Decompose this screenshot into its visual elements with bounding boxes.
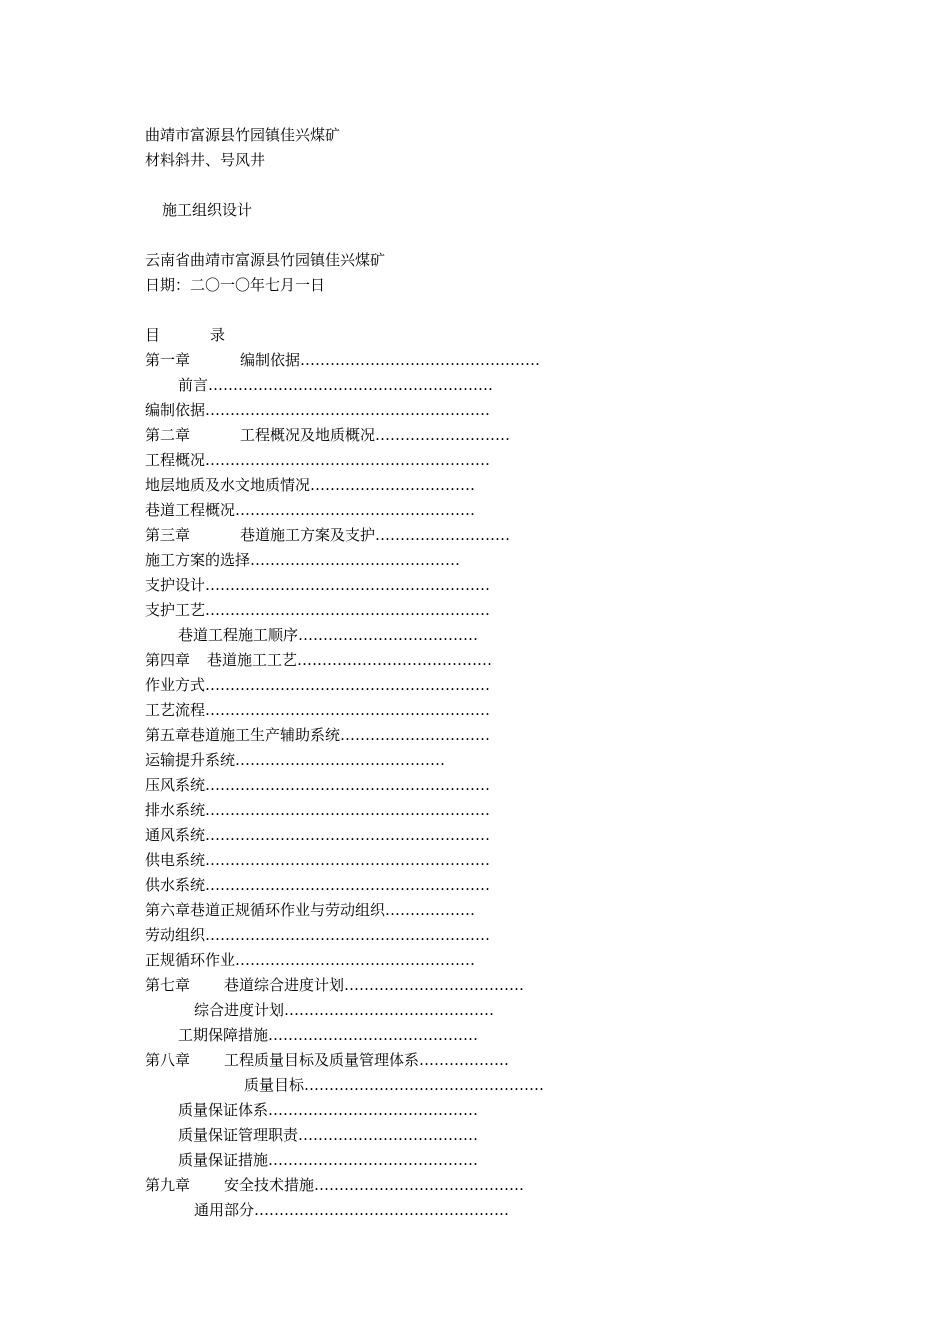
toc-item-quality-goal[interactable]: 质量目标………………………………………… [244, 1076, 545, 1094]
toc-item-support-process[interactable]: 支护工艺………………………………………………… [145, 601, 491, 619]
spacer [145, 223, 905, 248]
toc-item-ventilation[interactable]: 通风系统………………………………………………… [145, 826, 491, 844]
document-page [145, 123, 905, 1223]
toc-item-power[interactable]: 供电系统………………………………………………… [145, 851, 491, 869]
toc-item-general[interactable]: 通用部分…………………………………………… [194, 1201, 510, 1219]
spacer [145, 173, 905, 198]
toc-item-construction-order[interactable]: 巷道工程施工顺序……………………………… [178, 626, 479, 644]
toc-item-quality-duties[interactable]: 质量保证管理职责……………………………… [178, 1126, 479, 1144]
toc-item-geology[interactable]: 地层地质及水文地质情况…………………………… [145, 476, 476, 494]
toc-item-support-design[interactable]: 支护设计………………………………………………… [145, 576, 491, 594]
toc-item-basis[interactable]: 编制依据………………………………………………… [145, 401, 491, 419]
toc-heading-right: 录 [210, 326, 226, 344]
toc-item-roadway-overview[interactable]: 巷道工程概况………………………………………… [145, 501, 476, 519]
company-name: 云南省曲靖市富源县竹园镇佳兴煤矿 [145, 251, 386, 269]
toc-heading-left: 目 [145, 326, 161, 344]
toc-item-chapter-6[interactable]: 第六章巷道正规循环作业与劳动组织……………… [145, 901, 476, 919]
toc-item-chapter-8[interactable]: 第八章 工程质量目标及质量管理体系……………… [145, 1051, 510, 1069]
toc-item-chapter-9[interactable]: 第九章 安全技术措施…………………………………… [145, 1176, 525, 1194]
toc-item-schedule[interactable]: 综合进度计划…………………………………… [194, 1001, 495, 1019]
toc-item-drainage[interactable]: 排水系统………………………………………………… [145, 801, 491, 819]
toc-item-work-mode[interactable]: 作业方式………………………………………………… [145, 676, 491, 694]
toc-item-preface[interactable]: 前言………………………………………………… [178, 376, 494, 394]
spacer [145, 298, 905, 323]
mine-name: 曲靖市富源县竹园镇佳兴煤矿 [145, 126, 341, 144]
toc-item-process-flow[interactable]: 工艺流程………………………………………………… [145, 701, 491, 719]
shaft-names: 材料斜井、号风井 [145, 151, 266, 169]
doc-title: 施工组织设计 [162, 201, 253, 219]
toc-item-chapter-5[interactable]: 第五章巷道施工生产辅助系统………………………… [145, 726, 491, 744]
toc-heading [145, 323, 905, 348]
toc-item-plan-selection[interactable]: 施工方案的选择…………………………………… [145, 551, 461, 569]
toc-item-chapter-3[interactable]: 第三章 巷道施工方案及支护……………………… [145, 526, 511, 544]
toc-item-chapter-4[interactable]: 第四章 巷道施工工艺………………………………… [145, 651, 493, 669]
toc-item-project-overview[interactable]: 工程概况………………………………………………… [145, 451, 491, 469]
toc-item-compressed-air[interactable]: 压风系统………………………………………………… [145, 776, 491, 794]
toc-item-schedule-measures[interactable]: 工期保障措施…………………………………… [178, 1026, 479, 1044]
toc-item-chapter-1[interactable]: 第一章 编制依据………………………………………… [145, 351, 541, 369]
document-date: 日期：二〇一〇年七月一日 [145, 276, 326, 294]
toc-item-hoisting[interactable]: 运输提升系统…………………………………… [145, 751, 446, 769]
toc-item-chapter-2[interactable]: 第二章 工程概况及地质概况……………………… [145, 426, 511, 444]
toc-item-labor[interactable]: 劳动组织………………………………………………… [145, 926, 491, 944]
toc-item-quality-measures[interactable]: 质量保证措施…………………………………… [178, 1151, 479, 1169]
toc-item-cycle-work[interactable]: 正规循环作业………………………………………… [145, 951, 476, 969]
toc-item-chapter-7[interactable]: 第七章 巷道综合进度计划……………………………… [145, 976, 525, 994]
toc-item-water-supply[interactable]: 供水系统………………………………………………… [145, 876, 491, 894]
toc-item-quality-system[interactable]: 质量保证体系…………………………………… [178, 1101, 479, 1119]
